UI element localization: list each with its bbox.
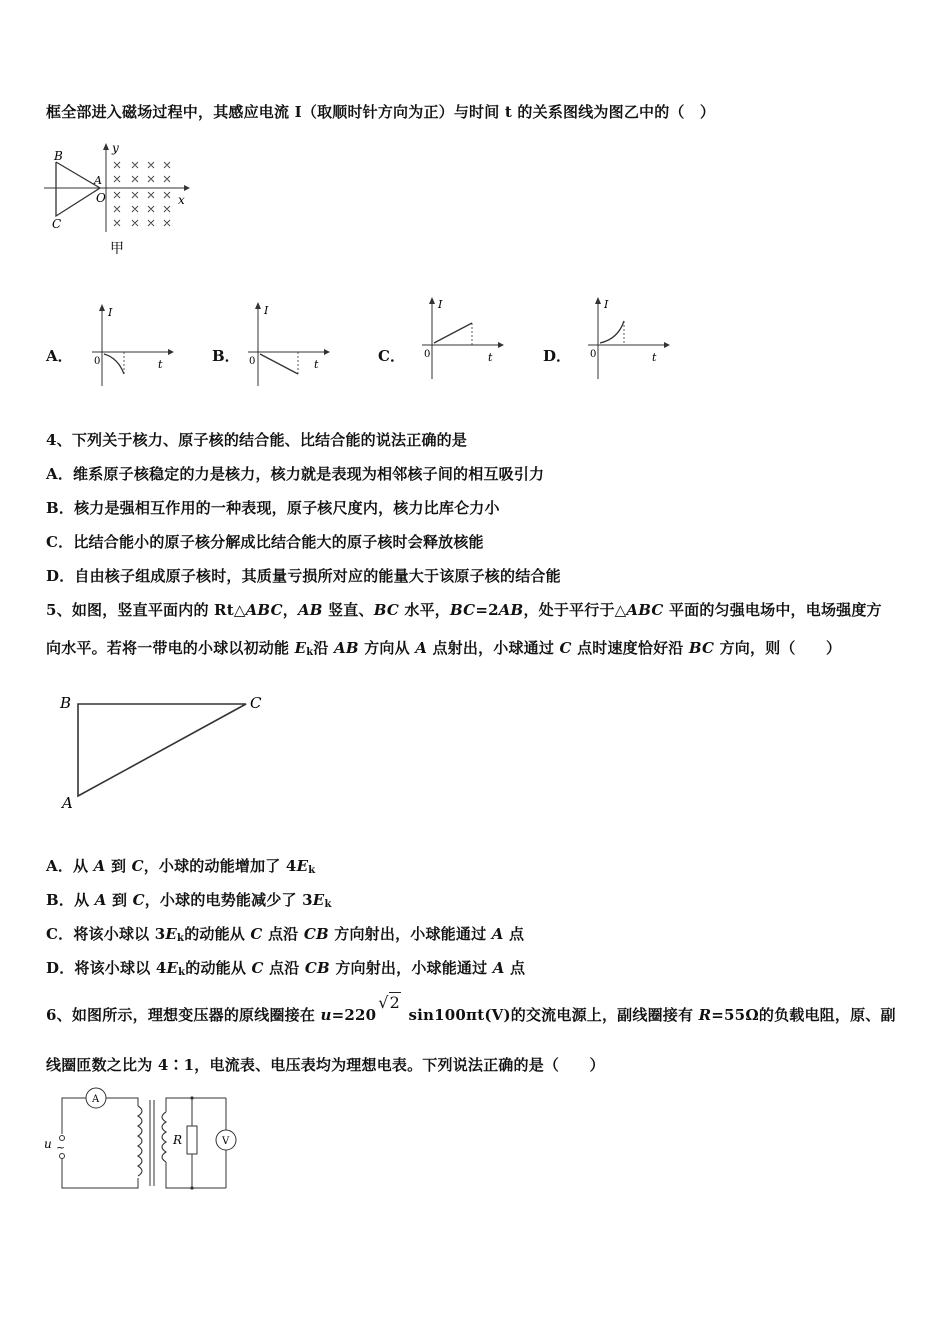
q3-graph-D [584,295,676,385]
q5-stem-line2: 向水平。若将一带电的小球以初动能 $E_k$沿 AB 方向从 A 点射出，小球通过 C 点时速度恰好沿 BC 方向，则（ ） [46,639,842,658]
axis-zero: 0 [94,356,101,367]
label-O: O [96,191,106,205]
source-tilde: ~ [56,1141,66,1154]
q4-stem: 4、下列关于核力、原子核的结合能、比结合能的说法正确的是 [46,431,468,449]
q5-triangle-figure [56,684,276,814]
q6-stem-line2: 线圈匝数之比为 4∶1，电流表、电压表均为理想电表。下列说法正确的是（ ） [46,1056,605,1074]
q6-transformer-circuit [40,1082,250,1197]
q5-stem-line1: 5、如图，竖直平面内的 Rt△ABC，AB 竖直、BC 水平，BC=2AB，处于平行于△ABC 平面的匀强电场中，电场强度方 [46,601,882,619]
label-y: y [112,141,119,155]
axis-I: I [438,298,443,311]
label-B: B [54,149,63,163]
q4-option-C: C．比结合能小的原子核分解成比结合能大的原子核时会释放核能 [46,533,484,551]
axis-t: t [488,351,493,364]
q6-stem-line1: 6、如图所示，理想变压器的原线圈接在 u=220√2 sin100πt(V)的交流电源上，副线圈接有 R=55Ω的负载电阻，原、副 [46,993,896,1024]
q4-option-A: A．维系原子核稳定的力是核力，核力就是表现为相邻核子间的相互吸引力 [46,465,545,483]
q3-option-C-label: C． [378,347,405,365]
q4-option-D: D．自由核子组成原子核时，其质量亏损所对应的能量大于该原子核的结合能 [46,567,561,585]
q3-graph-A [88,302,178,392]
q3-figure-jia [44,140,204,260]
caption-jia: 甲 [110,241,124,257]
axis-t: t [158,358,163,371]
axis-I: I [264,304,269,317]
q3-option-D-label: D． [543,347,572,365]
resistor-label: R [173,1133,183,1147]
voltmeter-label: V [222,1136,230,1147]
source-u-label: u [44,1137,52,1151]
axis-zero: 0 [590,349,597,360]
q3-graph-B [244,300,334,392]
q5-option-A: A．从 A 到 C，小球的动能增加了 $4E_k$ [46,857,316,876]
axis-t: t [314,358,319,371]
q3-option-B-label: B． [212,347,240,365]
label-C: C [52,217,62,231]
q3-graph-C [418,295,510,385]
label-A: A [62,794,73,812]
label-x: x [178,193,185,207]
q5-option-C: C．将该小球以 $3E_k$的动能从 C 点沿 CB 方向射出，小球能通过 A 点 [46,925,525,944]
axis-I: I [604,298,609,311]
axis-zero: 0 [424,349,431,360]
label-B: B [60,694,72,712]
q3-stem: 框全部进入磁场过程中，其感应电流 I（取顺时针方向为正）与时间 t 的关系图线为图乙中的（ ） [46,103,716,121]
label-A: A [94,174,102,187]
label-C: C [250,694,262,712]
q5-option-B: B．从 A 到 C，小球的电势能减少了 $3E_k$ [46,891,332,910]
axis-t: t [652,351,657,364]
axis-I: I [108,306,113,319]
q5-option-D: D．将该小球以 $4E_k$的动能从 C 点沿 CB 方向射出，小球能通过 A 点 [46,959,526,978]
q3-option-A-label: A． [46,347,73,365]
q4-option-B: B．核力是强相互作用的一种表现，原子核尺度内，核力比库仑力小 [46,499,500,517]
ammeter-label: A [92,1094,100,1105]
axis-zero: 0 [249,356,256,367]
